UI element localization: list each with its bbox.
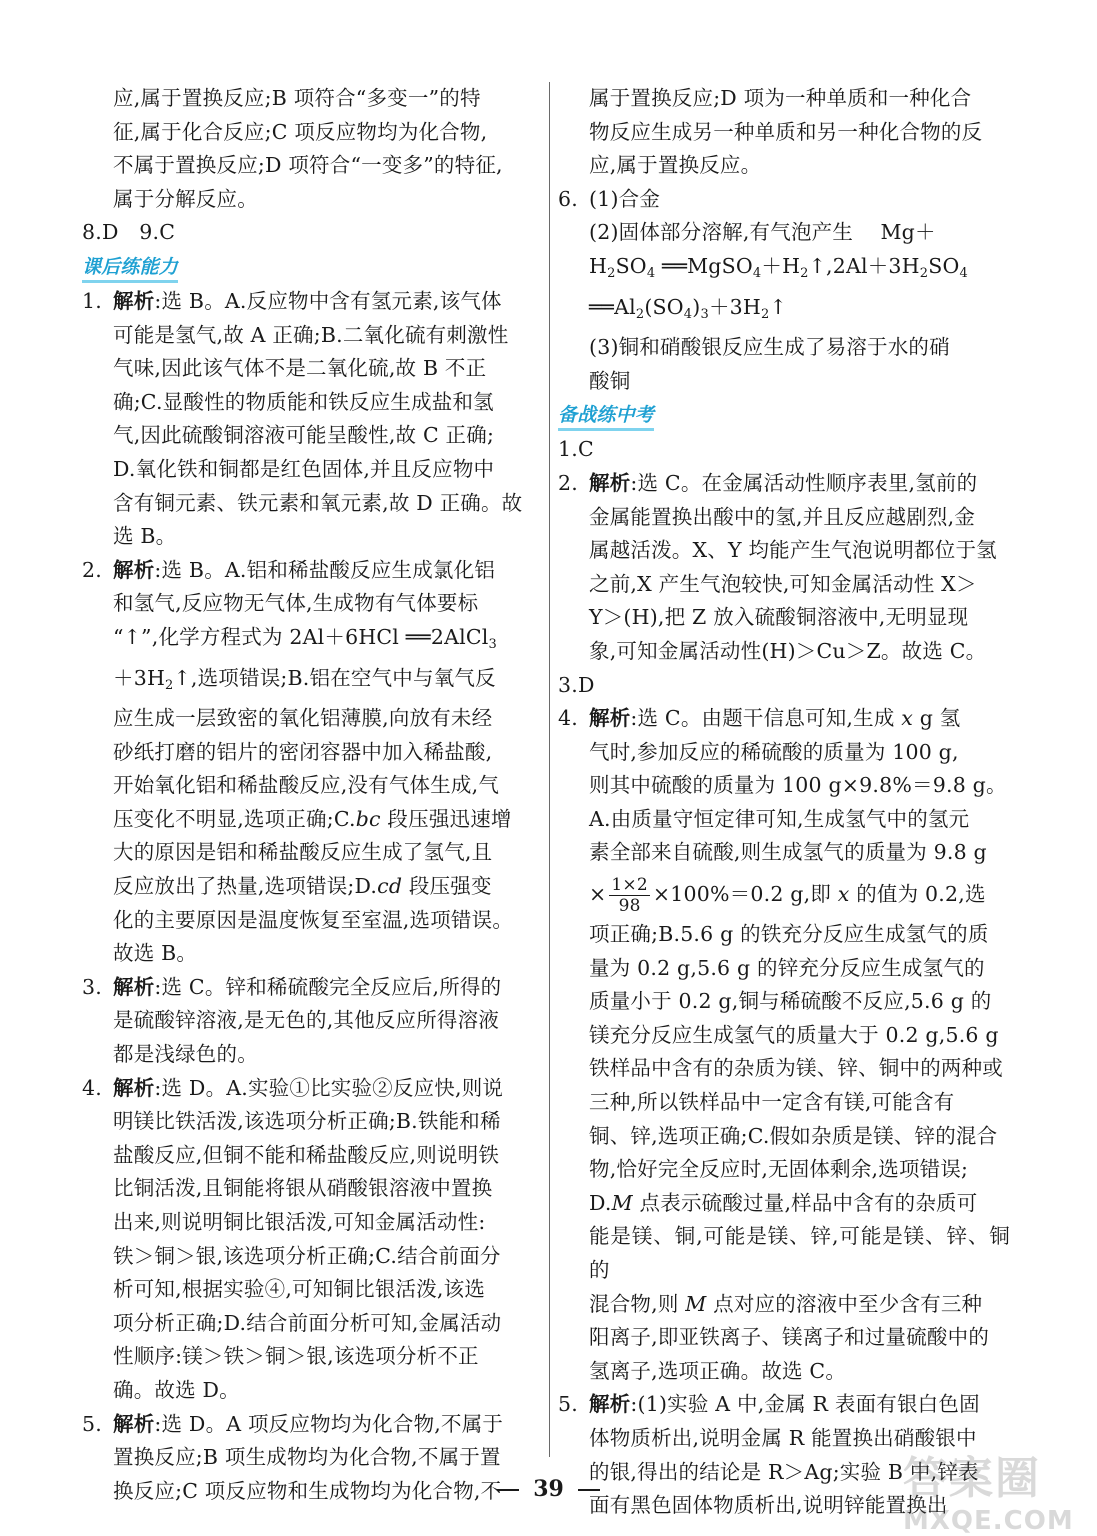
- answer-text: 明镁比铁活泼,该选项分析正确;B.铁能和稀: [113, 1109, 501, 1134]
- equation-line: “↑”,化学方程式为 2Al＋6HCl ══2AlCl$_3$: [113, 624, 497, 652]
- question-number: 5.: [558, 1392, 578, 1417]
- answer-text: 金属能置换出酸中的氢,并且反应越剧烈,金: [589, 504, 976, 529]
- answer-text: 比铜活泼,且铜能将银从硝酸银溶液中置换: [113, 1176, 493, 1201]
- answer-text: (1)合金: [589, 186, 661, 211]
- question-number: 4.: [82, 1075, 102, 1100]
- answer-text: 故选 B。: [113, 941, 198, 966]
- answer-text: 体物质析出,说明金属 R 能置换出硝酸银中: [589, 1425, 977, 1450]
- equation-line: $+3H_2↑$,选项错误;B.铝在空气中与氧气反: [113, 665, 496, 693]
- question-4: 4. 解析:选 C。由题干信息可知,生成 x g 氢: [558, 702, 1010, 736]
- page-number: 39: [533, 1476, 564, 1502]
- answer-text: :选 B。A.反应物中含有氢元素,该气体: [154, 288, 502, 313]
- question-1: [82, 285, 540, 319]
- answer-text: D.M 点表示硫酸过量,样品中含有的杂质可: [589, 1190, 978, 1215]
- left-column: [82, 82, 540, 1508]
- answer-text: 能是镁、铜,可能是镁、锌,可能是镁、锌、铜的: [589, 1224, 1010, 1282]
- question-number: 2.: [82, 557, 102, 582]
- fraction: $\frac{1\times 2}{98}$: [611, 875, 648, 917]
- answer-text: A.由质量守恒定律可知,生成氢气中的氢元: [589, 806, 970, 831]
- answer-text: 项分析正确;D.结合前面分析可知,金属活动: [113, 1310, 502, 1335]
- answer-text: 铁＞铜＞银,该选项分析正确;C.结合前面分: [113, 1243, 501, 1268]
- answer-text: 砂纸打磨的铝片的密闭容器中加入稀盐酸,: [113, 739, 493, 764]
- answer-text: 出来,则说明铜比银活泼,可知金属活动性:: [113, 1210, 486, 1234]
- answer-text: 质量小于 0.2 g,铜与稀硫酸不反应,5.6 g 的: [589, 989, 992, 1014]
- answer-text: 反应放出了热量,选项错误;D.cd 段压强变: [113, 874, 492, 899]
- answer-text: 混合物,则 M 点对应的溶液中至少含有三种: [589, 1291, 983, 1316]
- answer-text: (2)固体部分溶解,有气泡产生 Mg＋: [589, 220, 936, 245]
- answer-text: 气味,因此该气体不是二氧化硫,故 B 不正: [113, 356, 487, 381]
- continued-text-line: 应,属于置换反应。: [589, 153, 762, 178]
- answer-1: 1.C: [558, 437, 594, 462]
- answer-text: 析可知,根据实验④,可知铜比银活泼,该选: [113, 1277, 486, 1302]
- answer-text: 盐酸反应,但铜不能和稀盐酸反应,则说明铁: [113, 1142, 500, 1167]
- answer-text: 置换反应;B 项生成物均为化合物,不属于置: [113, 1445, 501, 1470]
- continued-text-line: 应,属于置换反应;B 项符合“多变一”的特: [113, 86, 481, 110]
- answer-text: :选 D。A 项反应物均为化合物,不属于: [154, 1411, 504, 1436]
- question-2: [82, 554, 540, 588]
- answer-text: 可能是氢气,故 A 正确;B.二氧化硫有刺激性: [113, 322, 509, 347]
- answer-text: Y＞(H),把 Z 放入硫酸铜溶液中,无明显现: [589, 605, 969, 630]
- continued-text-line: 属于分解反应。: [113, 186, 258, 211]
- question-3: [82, 971, 540, 1005]
- answer-text: 象,可知金属活动性(H)＞Cu＞Z。故选 C。: [589, 638, 987, 663]
- answer-text: 选 B。: [113, 524, 177, 549]
- answer-text: 换反应;C 项反应物和生成物均为化合物,不: [113, 1478, 502, 1503]
- answer-text: 应生成一层致密的氧化铝薄膜,向放有未经: [113, 706, 493, 731]
- answer-text: 含有铜元素、铁元素和氧元素,故 D 正确。故: [113, 490, 523, 515]
- analysis-label: 解析: [113, 1075, 155, 1100]
- column-divider: [549, 82, 550, 1457]
- answer-text: 铜、锌,选项正确;C.假如杂质是镁、锌的混合: [589, 1123, 998, 1148]
- answer-text: D.氧化铁和铜都是红色固体,并且反应物中: [113, 456, 495, 481]
- right-column: [558, 82, 1010, 1523]
- answer-text: 开始氧化铝和稀盐酸反应,没有气体生成,气: [113, 773, 500, 798]
- analysis-label: 解析: [589, 470, 631, 495]
- continued-text-line: 征,属于化合反应;C 项反应物均为化合物,: [113, 119, 488, 144]
- answer-text: 量为 0.2 g,5.6 g 的锌充分反应生成氢气的: [589, 955, 985, 980]
- answer-text: 素全部来自硫酸,则生成氢气的质量为 9.8 g: [589, 840, 987, 865]
- answer-text: 化的主要原因是温度恢复至室温,选项错误。: [113, 907, 514, 932]
- answer-text: 之前,X 产生气泡较快,可知金属活动性 X＞: [589, 571, 977, 596]
- question-number: 4.: [558, 706, 578, 731]
- analysis-label: 解析: [113, 1411, 155, 1436]
- section-heading-exam-prep: 备战练中考: [558, 402, 654, 431]
- answer-text: 气,因此硫酸铜溶液可能呈酸性,故 C 正确;: [113, 423, 495, 448]
- analysis-label: 解析: [113, 557, 155, 582]
- question-5: [558, 1388, 1010, 1422]
- answer-text: 酸铜: [589, 368, 631, 393]
- answer-text: (3)铜和硝酸银反应生成了易溶于水的硝: [589, 335, 950, 360]
- analysis-label: 解析: [589, 1392, 631, 1417]
- answer-text: 属越活泼。X、Y 均能产生气泡说明都位于氢: [589, 538, 997, 563]
- continued-text-line: 物反应生成另一种单质和另一种化合物的反: [589, 119, 983, 144]
- question-number: 1.: [82, 288, 102, 313]
- answer-text: 铁样品中含有的杂质为镁、锌、铜中的两种或: [589, 1056, 1003, 1081]
- answer-text: 的银,得出的结论是 R＞Ag;实验 B 中,锌表: [589, 1459, 979, 1484]
- answer-text: :选 D。A.实验①比实验②反应快,则说: [154, 1075, 504, 1100]
- question-6: [558, 183, 1010, 217]
- answer-text: :选 C。在金属活动性顺序表里,氢前的: [630, 470, 978, 495]
- question-number: 5.: [82, 1411, 102, 1436]
- watermark-logo: 答案圈 MXQE.COM: [903, 1453, 1074, 1536]
- analysis-label: 解析: [113, 974, 155, 999]
- question-number: 3.: [82, 974, 102, 999]
- answer-3: 3.D: [558, 672, 595, 697]
- answer-text: 是硫酸锌溶液,是无色的,其他反应所得溶液: [113, 1008, 500, 1033]
- answer-text: 确;C.显酸性的物质能和铁反应生成盐和氢: [113, 389, 494, 414]
- equation-line: $H_2SO_4$ $══MgSO_4+H_2↑,2Al+3H_2SO_4$: [589, 253, 968, 281]
- answer-text: 三种,所以铁样品中一定含有镁,可能含有: [589, 1090, 955, 1115]
- equation-line: $══Al_2(SO_4)_3+3H_2↑$: [589, 294, 787, 322]
- answer-text: 性顺序:镁＞铁＞铜＞银,该选项分析不正: [113, 1344, 479, 1369]
- continued-text-line: 属于置换反应;D 项为一种单质和一种化合: [589, 86, 972, 110]
- answers-8-9: 8.D 9.C: [82, 220, 176, 245]
- answer-text: 项正确;B.5.6 g 的铁充分反应生成氢气的质: [589, 922, 989, 947]
- question-5: [82, 1408, 540, 1442]
- answer-text: :选 B。A.铝和稀盐酸反应生成氯化铝: [154, 557, 496, 582]
- continued-text-line: 不属于置换反应;D 项符合“一变多”的特征,: [113, 153, 503, 178]
- question-number: 2.: [558, 470, 578, 495]
- fraction-line: × $\frac{1\times 2}{98}$ ×100%＝0.2 g,即 x 的值为 0.2,选: [589, 875, 986, 917]
- analysis-label: 解析: [113, 288, 155, 313]
- footer-dash-right: [578, 1489, 600, 1491]
- answer-text: 气时,参加反应的稀硫酸的质量为 100 g,: [589, 739, 959, 764]
- answer-text: 确。故选 D。: [113, 1377, 240, 1402]
- answer-text: 物,恰好完全反应时,无固体剩余,选项错误;: [589, 1157, 969, 1182]
- question-number: 6.: [558, 186, 578, 211]
- answer-text: 和氢气,反应物无气体,生成物有气体要标: [113, 591, 479, 616]
- answer-text: 压变化不明显,选项正确;C.bc 段压强迅速增: [113, 806, 512, 831]
- section-heading-after-class: 课后练能力: [82, 254, 178, 283]
- answer-text: 则其中硫酸的质量为 100 g×9.8%＝9.8 g。: [589, 773, 1007, 798]
- answer-text: :(1)实验 A 中,金属 R 表面有银白色固: [630, 1392, 980, 1417]
- answer-text: :选 C。锌和稀硫酸完全反应后,所得的: [154, 974, 502, 999]
- answer-text: 阳离子,即亚铁离子、镁离子和过量硫酸中的: [589, 1325, 990, 1350]
- footer-dash-left: [497, 1489, 519, 1491]
- answer-text: 大的原因是铝和稀盐酸反应生成了氢气,且: [113, 840, 493, 865]
- question-4: [82, 1072, 540, 1106]
- answer-text: 镁充分反应生成氢气的质量大于 0.2 g,5.6 g: [589, 1022, 999, 1047]
- answer-text: 面有黑色固体物质析出,说明锌能置换出: [589, 1493, 948, 1518]
- answer-text: 都是浅绿色的。: [113, 1042, 258, 1067]
- analysis-label: 解析: [589, 706, 631, 731]
- answer-text: 氢离子,选项正确。故选 C。: [589, 1358, 847, 1383]
- question-2: [558, 467, 1010, 501]
